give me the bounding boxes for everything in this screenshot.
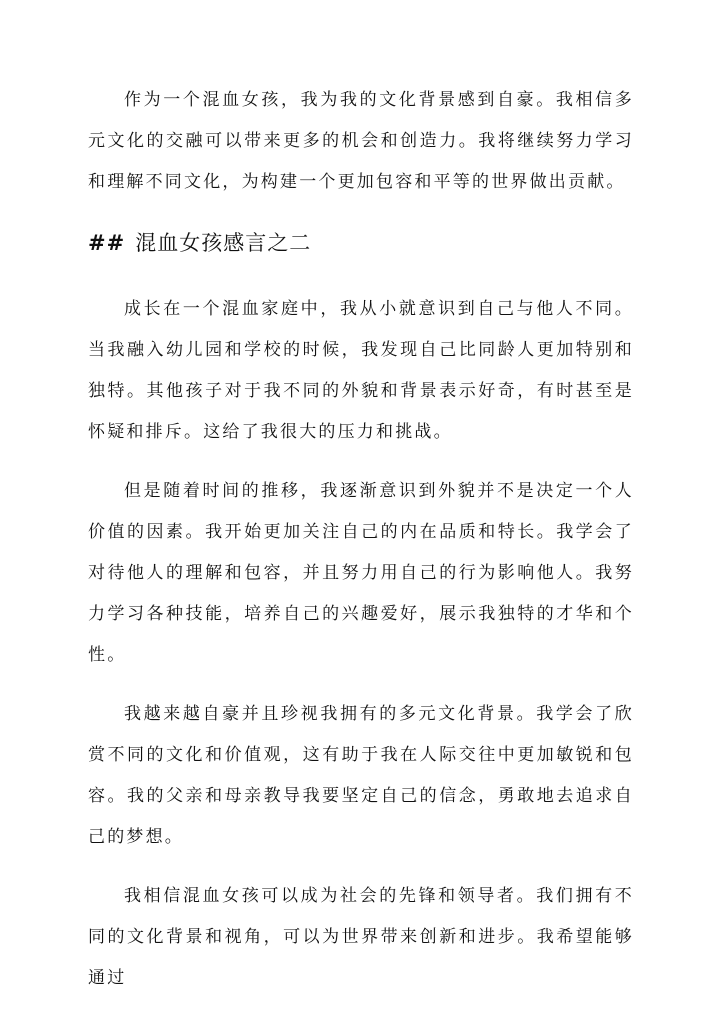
paragraph-intro: 作为一个混血女孩，我为我的文化背景感到自豪。我相信多元文化的交融可以带来更多的机会和创造力。我将继续努力学习和理解不同文化，为构建一个更加包容和平等的世界做出贡献。 xyxy=(88,90,634,192)
section-heading xyxy=(88,221,634,265)
paragraph-3: 我越来越自豪并且珍视我拥有的多元文化背景。我学会了欣赏不同的文化和价值观，这有助于我在人际交往中更加敏锐和包容。我的父亲和母亲教导我要坚定自己的信念，勇敢地去追求自己的梦想。 xyxy=(88,704,634,847)
document-body xyxy=(88,80,634,1017)
paragraph-1: 成长在一个混血家庭中，我从小就意识到自己与他人不同。当我融入幼儿园和学校的时候，我发现自己比同龄人更加特别和独特。其他孩子对于我不同的外貌和背景表示好奇，有时甚至是怀疑和排斥。这给了我很大的压力和挑战。 xyxy=(88,299,634,442)
section-title: 混血女孩感言之二 xyxy=(135,231,312,255)
paragraph-2: 但是随着时间的推移，我逐渐意识到外貌并不是决定一个人价值的因素。我开始更加关注自己的内在品质和特长。我学会了对待他人的理解和包容，并且努力用自己的行为影响他人。我努力学习各种技能，培养自己的兴趣爱好，展示我独特的才华和个性。 xyxy=(88,481,634,665)
heading-marker: ## xyxy=(88,231,126,255)
paragraph-4: 我相信混血女孩可以成为社会的先锋和领导者。我们拥有不同的文化背景和视角，可以为世界带来创新和进步。我希望能够通过 xyxy=(88,886,634,988)
